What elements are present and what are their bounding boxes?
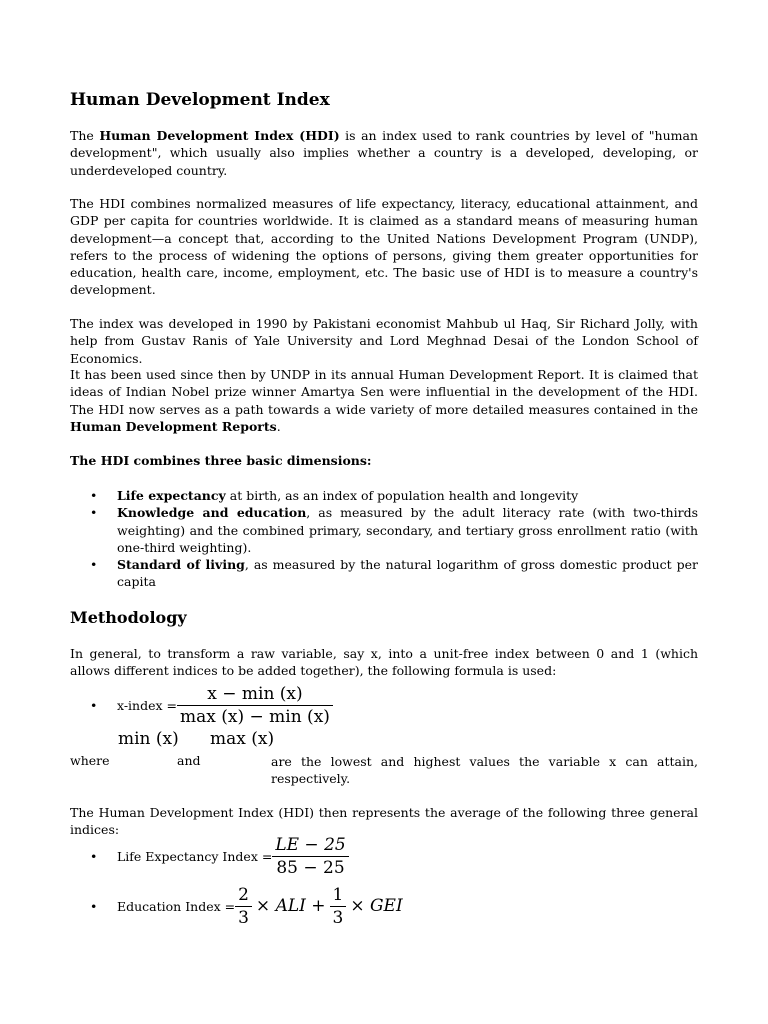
methodology-heading: Methodology: [70, 608, 187, 627]
education-label: Education Index =: [117, 898, 236, 914]
x-index-fraction: $\frac{x - \min (x)}{\max (x) - \min (x)}$: [177, 684, 333, 727]
two-thirds-fraction: $\frac{2}{3}$: [235, 885, 252, 928]
bullet-icon: •: [90, 697, 98, 713]
intro-paragraph-2: The HDI combines normalized measures of life expectancy, literacy, educational attainment, and GDP per capita for countries worldwide. It is claimed as a standard means of measuring human development—a concept that, according to the United Nations Development Program (UNDP), refers to the process of widening the options of persons, giving them greater opportunities for education, health care, income, employment, etc. The basic use of HDI is to measure a country's development.: [70, 196, 698, 298]
bullet-icon: •: [90, 848, 98, 864]
ali-term: × ALI +: [255, 896, 326, 916]
list-item: • Standard of living, as measured by the natural logarithm of gross domestic product per capita: [90, 557, 698, 590]
bullet-icon: •: [90, 488, 98, 503]
education-formula: [90, 882, 403, 930]
gei-term: × GEI: [350, 896, 403, 916]
where-word: where: [70, 753, 110, 768]
hdr-term: Human Development Reports: [70, 418, 277, 434]
min-expression: min (x): [118, 729, 179, 749]
and-word: and: [177, 753, 201, 768]
list-item: • Life expectancy at birth, as an index of population health and longevity: [90, 488, 579, 503]
x-index-formula: [90, 680, 333, 730]
hdi-term: Human Development Index (HDI): [99, 128, 340, 143]
dimensions-list: [70, 487, 698, 591]
bullet-icon: •: [90, 505, 98, 521]
life-expectancy-formula: [90, 832, 349, 880]
intro-paragraph-3: The index was developed in 1990 by Pakistani economist Mahbub ul Haq, Sir Richard Jolly, with help from Gustav Ranis of Yale University and Lord Meghnad Desai of the London School of Economics.: [70, 316, 698, 366]
intro-paragraph-4: It has been used since then by UNDP in its annual Human Development Report. It is claimed that ideas of Indian Nobel prize winner Amartya Sen were influential in the development of the HDI. The HDI now serves as a path towards a wide variety of more detailed measures contained in the Human Development Reports.: [70, 367, 698, 434]
dimensions-heading: The HDI combines three basic dimensions:: [70, 453, 372, 468]
page-title: Human Development Index: [70, 90, 330, 110]
where-rest: are the lowest and highest values the variable x can attain, respectively.: [271, 754, 698, 787]
bullet-icon: •: [90, 898, 98, 914]
max-expression: max (x): [210, 729, 275, 749]
list-item: • Knowledge and education, as measured by the adult literacy rate (with two-thirds weighting) and the combined primary, secondary, and tertiary gross enrollment ratio (with one-third weighting).: [90, 505, 698, 555]
bullet-icon: •: [90, 557, 98, 573]
life-expectancy-fraction: $\frac{LE - 25}{85 - 25}$: [272, 835, 348, 878]
one-third-fraction: $\frac{1}{3}$: [330, 885, 347, 928]
life-expectancy-label: Life Expectancy Index =: [117, 848, 273, 864]
methodology-paragraph-2: The Human Development Index (HDI) then represents the average of the following three general indices:: [70, 805, 698, 838]
x-index-label: x-index =: [117, 697, 177, 713]
intro-paragraph-1: The Human Development Index (HDI) is an index used to rank countries by level of "human development", which usually also implies whether a country is a developed, developing, or underdeveloped country.: [70, 128, 698, 178]
methodology-paragraph-1: In general, to transform a raw variable, say x, into a unit-free index between 0 and 1 (which allows different indices to be added together), the following formula is used:: [70, 646, 698, 679]
